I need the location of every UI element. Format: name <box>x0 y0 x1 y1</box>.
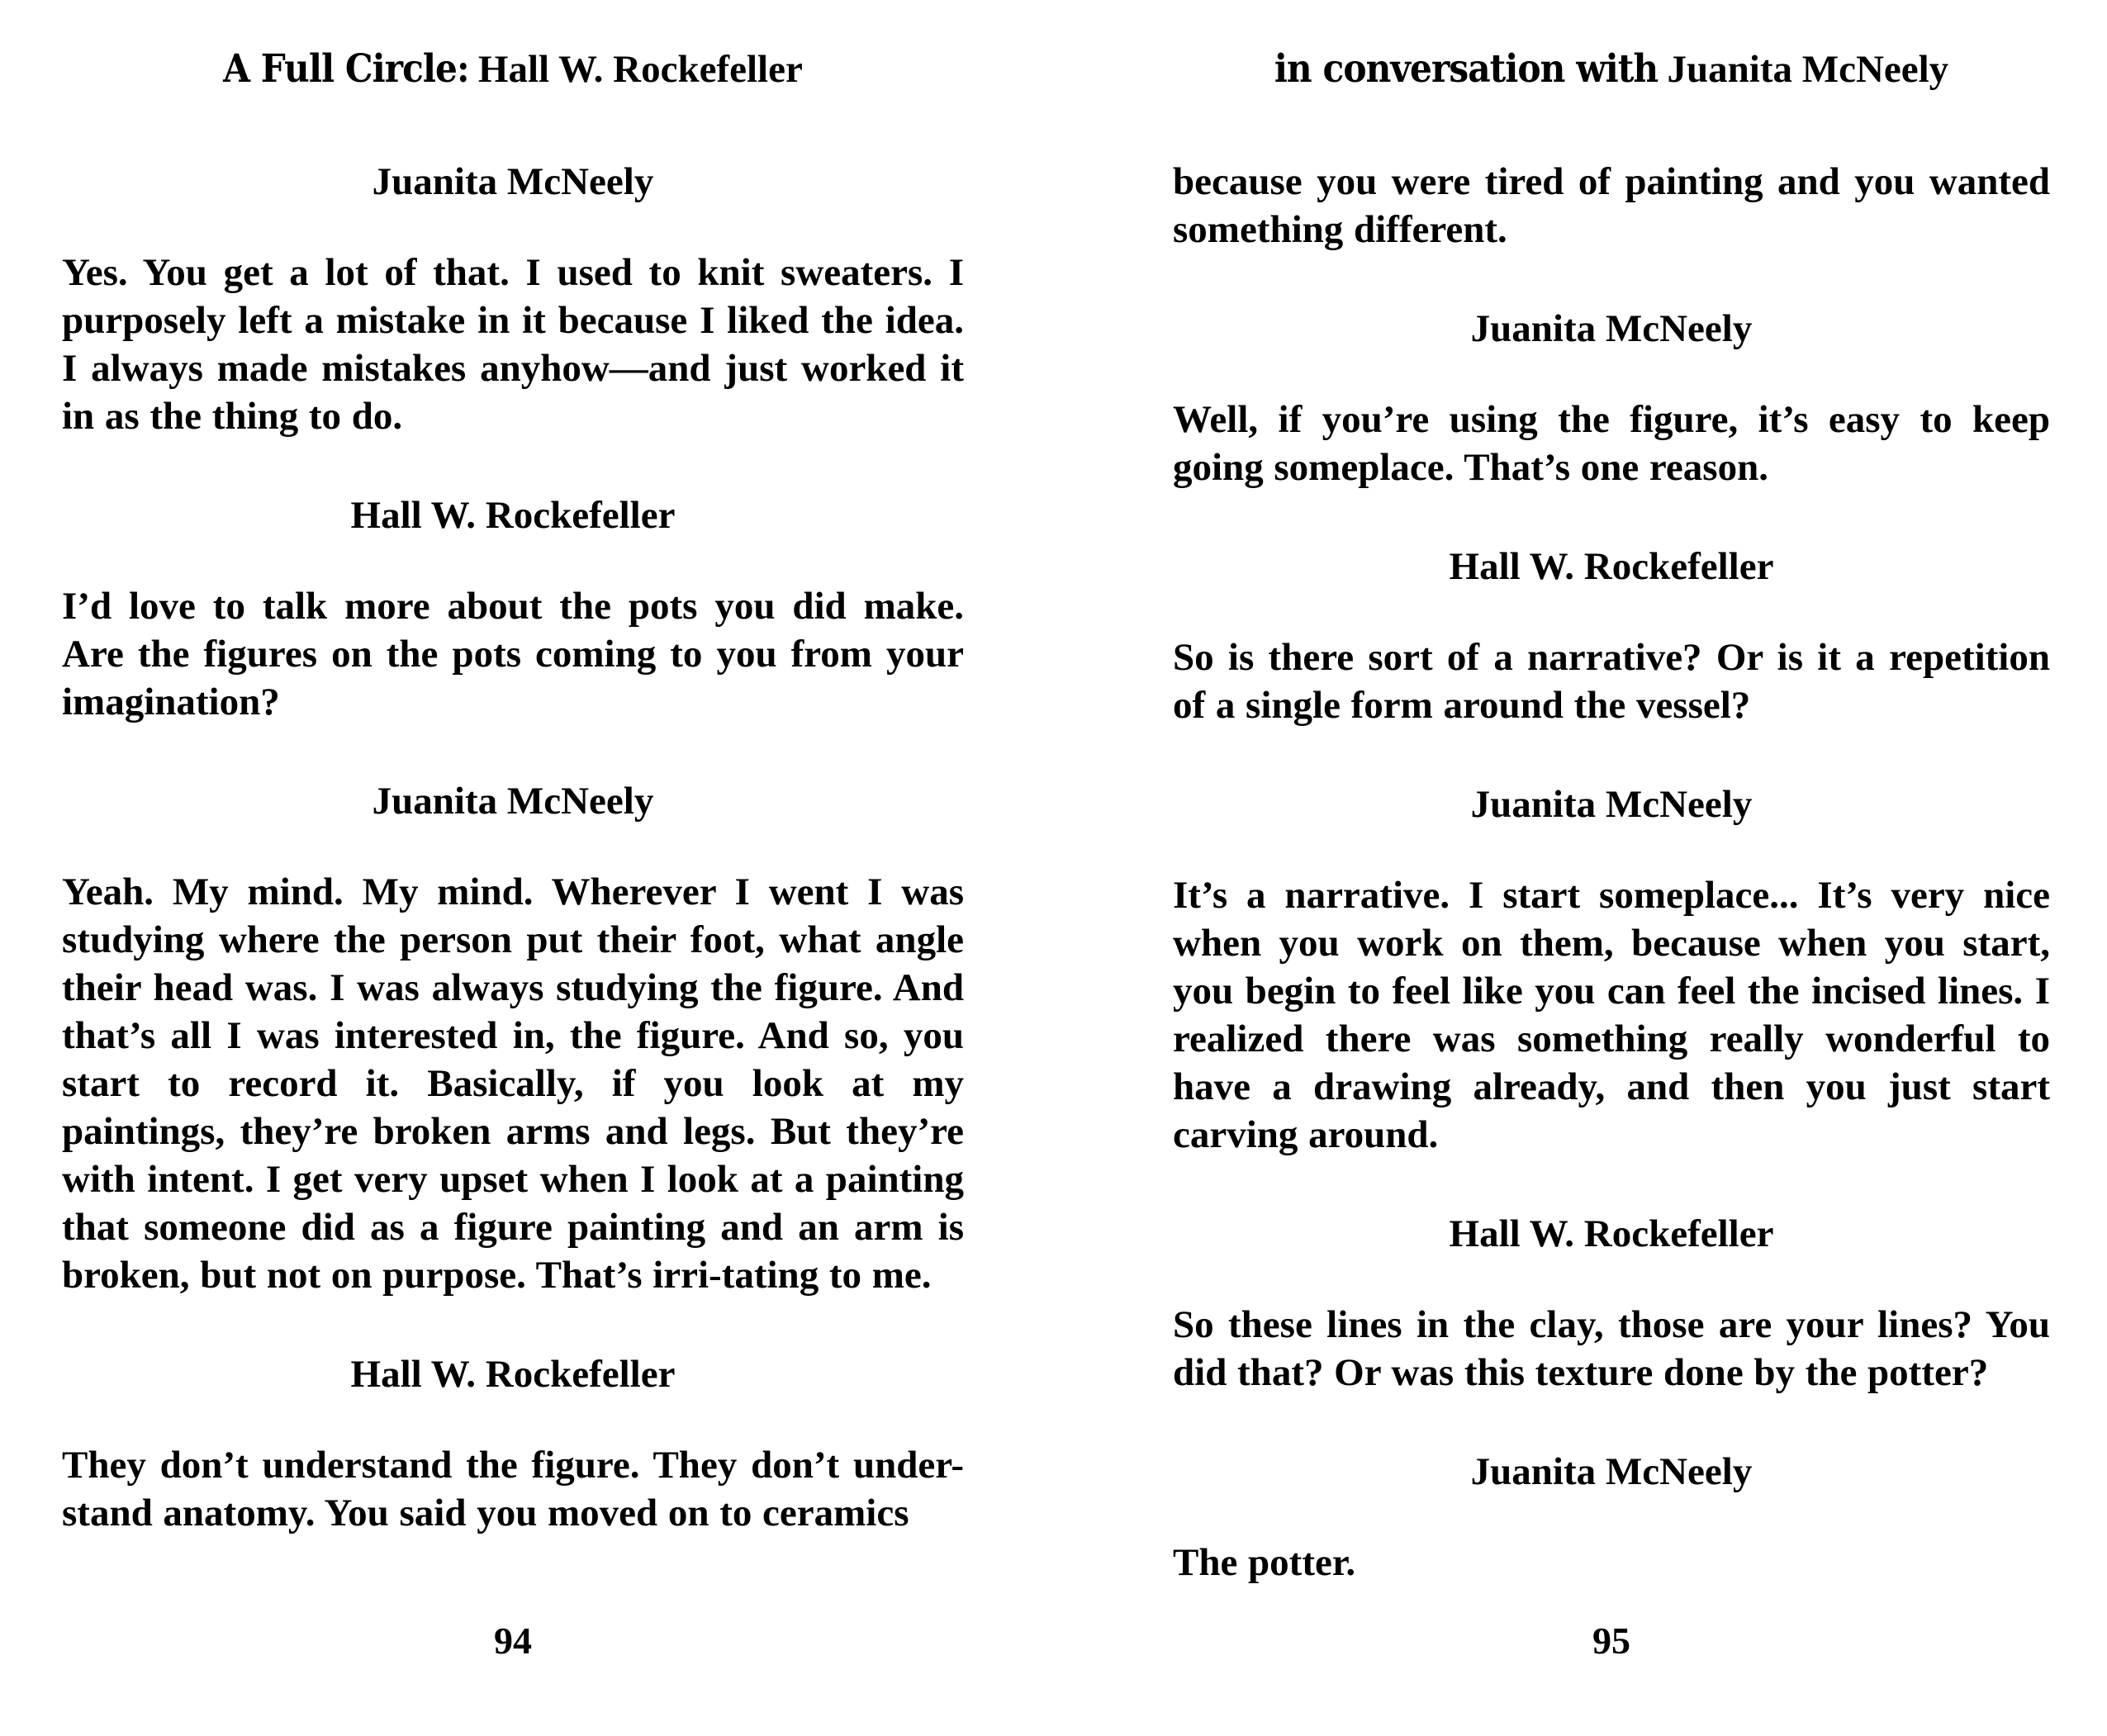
dialogue-paragraph: It’s a narrative. I start someplace... It’s very nice when you work on them, because when you start, you begin to feel like you can feel the incised lines. I realized there was something really wonderful to have a drawing already, and then you just start carving around. <box>1173 874 2050 1156</box>
running-header-right-speaker-name: Juanita McNeely <box>1667 48 1949 91</box>
dialogue-paragraph: The potter. <box>1173 1541 1356 1584</box>
page-number-left: 94 <box>494 1620 532 1662</box>
running-header-left-gothic-title: A Full Circle: <box>223 46 469 92</box>
speaker-heading: Juanita McNeely <box>372 160 654 203</box>
dialogue-paragraph: So these lines in the clay, those are your lines? You did that? Or was this texture done by the potter? <box>1173 1303 2050 1394</box>
running-header-left <box>62 45 964 93</box>
dialogue-paragraph: So is there sort of a narrative? Or is it a repetition of a single form around the vessel? <box>1173 636 2050 727</box>
running-header-left-speaker-name: Hall W. Rockefeller <box>477 48 803 91</box>
speaker-heading: Juanita McNeely <box>1470 307 1753 350</box>
dialogue-paragraph: I’d love to talk more about the pots you did make. Are the figures on the pots coming to you from your imagination? <box>62 585 964 723</box>
speaker-heading: Juanita McNeely <box>372 780 654 823</box>
dialogue-paragraph: Yes. You get a lot of that. I used to knit sweaters. I purposely left a mistake in it because I liked the idea. I always made mistakes anyhow—and just worked it in as the thing to do. <box>62 251 964 438</box>
page-right <box>1173 45 2050 1697</box>
dialogue-paragraph: They don’t understand the figure. They don’t under-stand anatomy. You said you moved on to ceramics <box>62 1444 964 1534</box>
dialogue-paragraph: Well, if you’re using the figure, it’s easy to keep going someplace. That’s one reason. <box>1173 398 2050 489</box>
speaker-heading: Hall W. Rockefeller <box>350 494 676 537</box>
running-header-right <box>1173 45 2050 93</box>
speaker-heading: Hall W. Rockefeller <box>1449 1212 1774 1255</box>
speaker-heading: Juanita McNeely <box>1470 783 1753 826</box>
speaker-heading: Hall W. Rockefeller <box>1449 545 1774 588</box>
page-left <box>62 45 964 1697</box>
page-number-right: 95 <box>1592 1620 1630 1662</box>
running-header-right-gothic-title: in conversation with <box>1274 46 1659 92</box>
speaker-heading: Juanita McNeely <box>1470 1450 1753 1493</box>
dialogue-paragraph: Yeah. My mind. My mind. Wherever I went I was studying where the person put their foot, what angle their head was. I was always studying the figure. And that’s all I was interested in, the figure. And so, you start to record it. Basically, if you look at my paintings, they’re broken arms and legs. But they’re with intent. I get very upset when I look at a painting that someone did as a figure painting and an arm is broken, but not on purpose. That’s irri-tating to me. <box>62 870 964 1297</box>
dialogue-paragraph: because you were tired of painting and you wanted something different. <box>1173 160 2050 251</box>
speaker-heading: Hall W. Rockefeller <box>350 1353 676 1396</box>
